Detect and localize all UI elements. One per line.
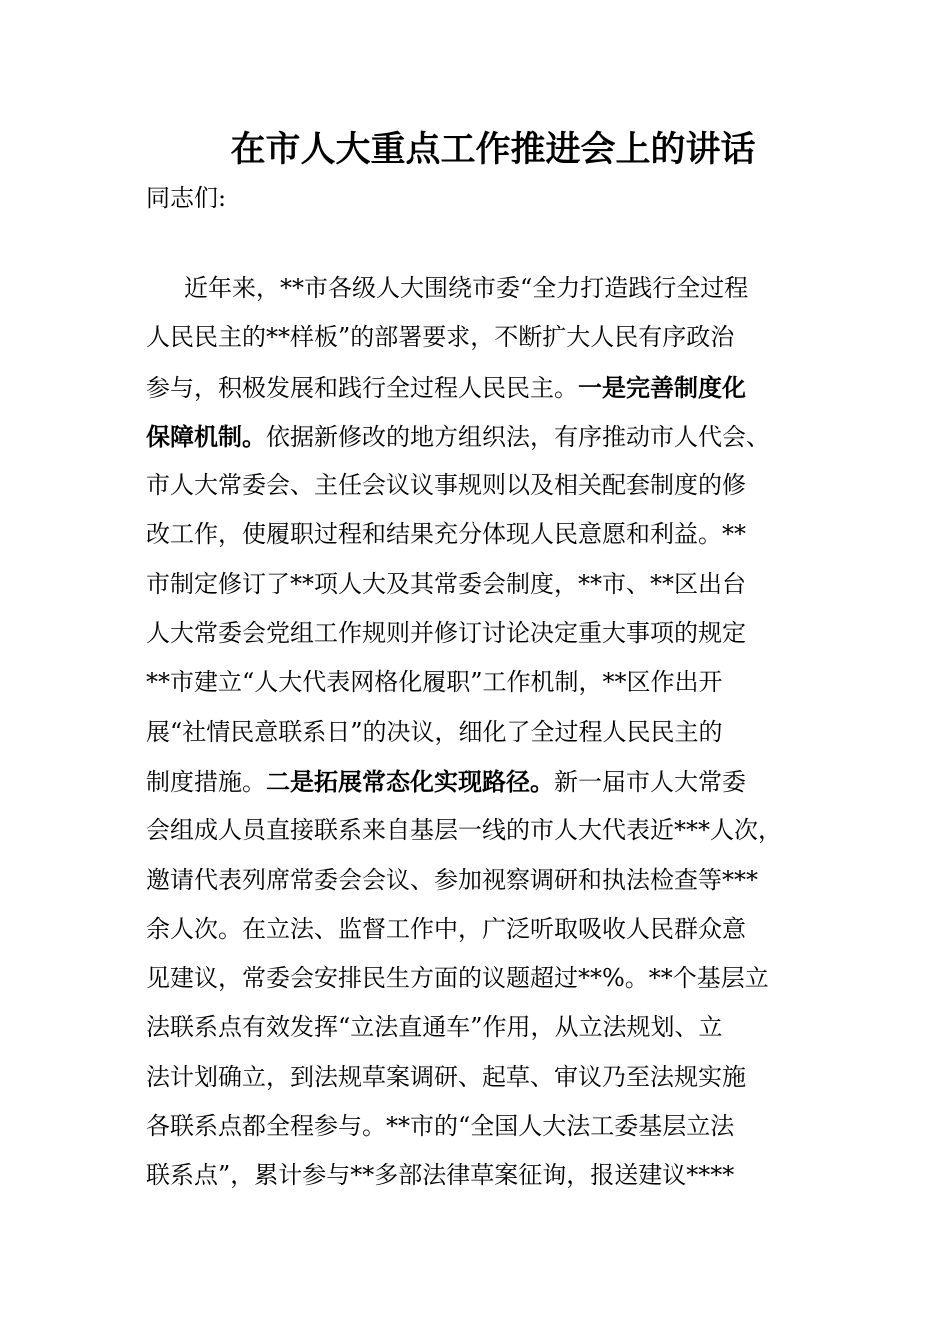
body-paragraph <box>146 264 846 1201</box>
text-line: 法计划确立，到法规草案调研、起草、审议乃至法规实施 <box>146 1062 746 1091</box>
bold-heading: 二是拓展常态化实现路径。 <box>266 766 554 796</box>
text-line: 会组成人员直接联系来自基层一线的市人大代表近***人次， <box>146 816 782 845</box>
text-line: 见建议，常委会安排民生方面的议题超过**%。**个基层立 <box>146 964 769 993</box>
text-line: 各联系点都全程参与。**市的“全国人大法工委基层立法 <box>146 1112 735 1141</box>
text-line: 法联系点有效发挥“立法直通车”作用，从立法规划、立 <box>146 1013 723 1042</box>
bold-heading: 保障机制。 <box>146 421 266 451</box>
text-line: 展“社情民意联系日”的决议，细化了全过程人民民主的 <box>146 717 723 746</box>
text-line: 保障机制。依据新修改的地方组织法，有序推动市人代会、 <box>146 421 770 451</box>
text-line: 参与，积极发展和践行全过程人民民主。一是完善制度化 <box>146 372 746 402</box>
text-line: 制度措施。二是拓展常态化实现路径。新一届市人大常委 <box>146 766 746 796</box>
text-line: 改工作，使履职过程和结果充分体现人民意愿和利益。** <box>146 520 746 549</box>
text-line: 人大常委会党组工作规则并修订讨论决定重大事项的规定 <box>146 619 746 648</box>
document-title: 在市人大重点工作推进会上的讲话 <box>230 129 756 170</box>
text-line: 联系点”，累计参与**多部法律草案征询，报送建议**** <box>146 1161 735 1190</box>
text-line: 近年来，**市各级人大围绕市委“全力打造践行全过程 <box>184 274 749 302</box>
text-line: 市制定修订了**项人大及其常委会制度，**市、**区出台 <box>146 569 746 598</box>
text-line: **市建立“人大代表网格化履职”工作机制，**区作出开 <box>146 668 723 697</box>
salutation: 同志们: <box>146 184 227 212</box>
text-line: 余人次。在立法、监督工作中，广泛听取吸收人民群众意 <box>146 914 746 943</box>
text-line: 邀请代表列席常委会会议、参加视察调研和执法检查等*** <box>146 865 758 894</box>
text-line: 人民民主的**样板”的部署要求，不断扩大人民有序政治 <box>146 323 735 352</box>
text-line: 市人大常委会、主任会议议事规则以及相关配套制度的修 <box>146 471 746 500</box>
bold-heading: 一是完善制度化 <box>578 372 746 402</box>
